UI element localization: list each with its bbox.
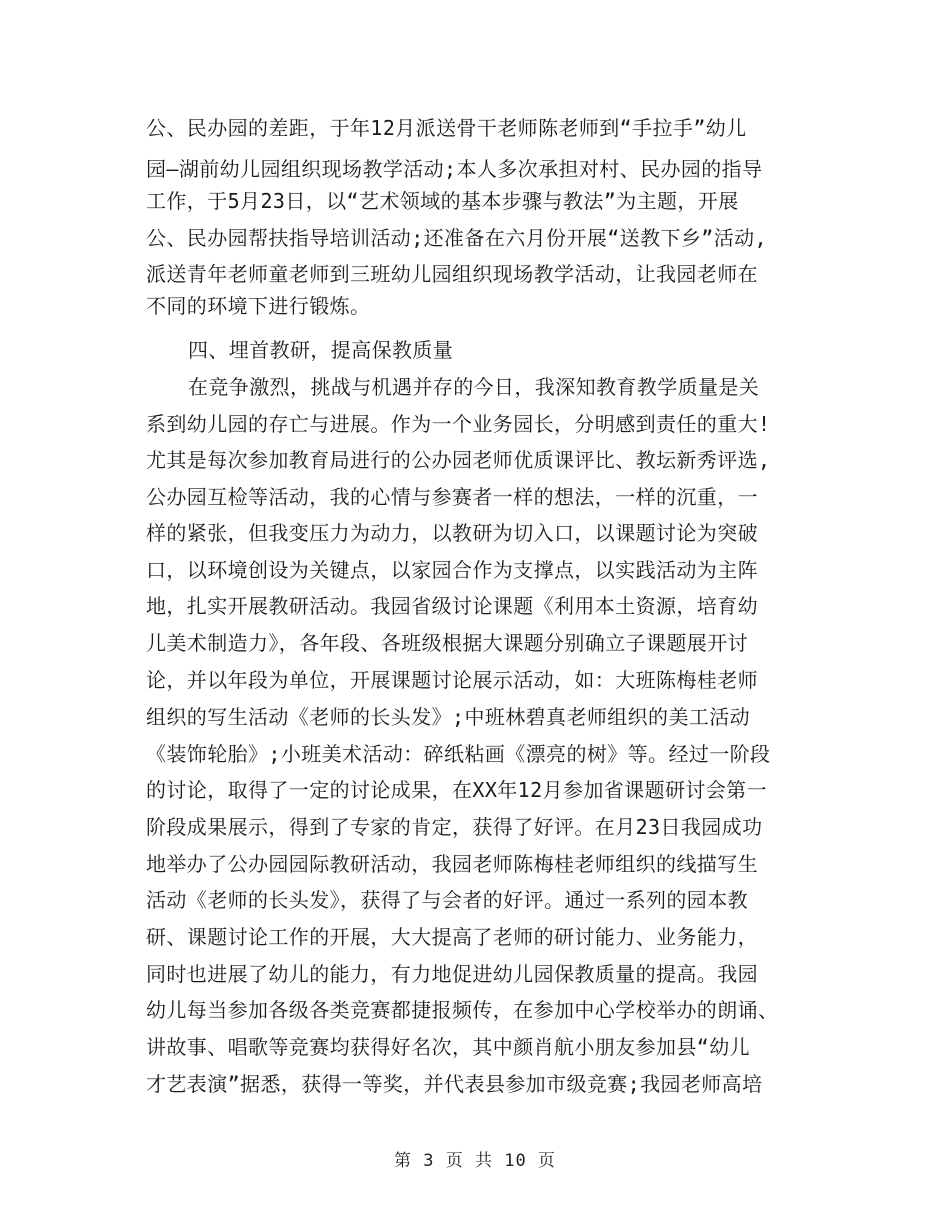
text-line: 公、民办园帮扶指导培训活动;还准备在六月份开展“送教下乡”活动, [146, 226, 767, 250]
text-line: 阶段成果展示，得到了专家的肯定，获得了好评。在月23日我园成功 [146, 815, 763, 839]
text-line: 研、课题讨论工作的开展，大大提高了老师的研讨能力、业务能力， [146, 925, 758, 949]
text-line: 系到幼儿园的存亡与进展。作为一个业务园长，分明感到责任的重大! [146, 412, 771, 436]
text-line: 样的紧张，但我变压力为动力，以教研为切入口，以课题讨论为突破 [146, 521, 758, 545]
text-line: 公办园互检等活动，我的心情与参赛者一样的想法，一样的沉重，一 [146, 485, 758, 509]
text-line: 活动《老师的长头发》，获得了与会者的好评。通过一系列的园本教 [146, 888, 748, 912]
text-line: 尤其是每次参加教育局进行的公办园老师优质课评比、教坛新秀评选, [146, 448, 771, 472]
text-line: 论，并以年段为单位，开展课题讨论展示活动，如：大班陈梅桂老师 [146, 668, 758, 692]
text-line: 《装饰轮胎》;小班美术活动：碎纸粘画《漂亮的树》等。经过一阶段 [146, 742, 771, 766]
section-heading: 四、埋首教研，提高保教质量 [188, 338, 454, 362]
text-line: 地，扎实开展教研活动。我园省级讨论课题《利用本土资源，培育幼 [146, 594, 758, 618]
text-line: 工作，于5月23日，以“艺术领域的基本步骤与教法”为主题，开展 [146, 189, 739, 213]
text-line: 组织的写生活动《老师的长头发》;中班林碧真老师组织的美工活动 [146, 705, 751, 729]
text-line: 口，以环境创设为关键点，以家园合作为支撑点，以实践活动为主阵 [146, 558, 758, 582]
text-line: 派送青年老师童老师到三班幼儿园组织现场教学活动，让我园老师在 [146, 262, 758, 286]
text-line: 同时也进展了幼儿的能力，有力地促进幼儿园保教质量的提高。我园 [146, 962, 758, 986]
text-line: 不同的环境下进行锻炼。 [146, 294, 371, 318]
text-line: 公、民办园的差距，于年12月派送骨干老师陈老师到“手拉手”幼儿 [146, 116, 747, 140]
page-number-footer: 第 3 页 共 10 页 [394, 1151, 556, 1171]
text-line: 在竞争激烈，挑战与机遇并存的今日，我深知教育教学质量是关 [188, 375, 760, 399]
text-line: 儿美术制造力》，各年段、各班级根据大课题分别确立子课题展开讨 [146, 631, 748, 655]
text-line: 讲故事、唱歌等竞赛均获得好名次，其中颜肖航小朋友参加县“幼儿 [146, 1035, 751, 1059]
text-line: 才艺表演”据悉，获得一等奖，并代表县参加市级竞赛;我园老师高培 [146, 1072, 763, 1096]
text-line: 的讨论，取得了一定的讨论成果，在XX年12月参加省课题研讨会第一 [146, 778, 767, 802]
text-line: 园—湖前幼儿园组织现场教学活动;本人多次承担对村、民办园的指导 [146, 157, 763, 181]
text-line: 地举办了公办园园际教研活动，我园老师陈梅桂老师组织的线描写生 [146, 852, 758, 876]
text-line: 幼儿每当参加各级各类竞赛都捷报频传，在参加中心学校举办的朗诵、 [146, 998, 779, 1022]
